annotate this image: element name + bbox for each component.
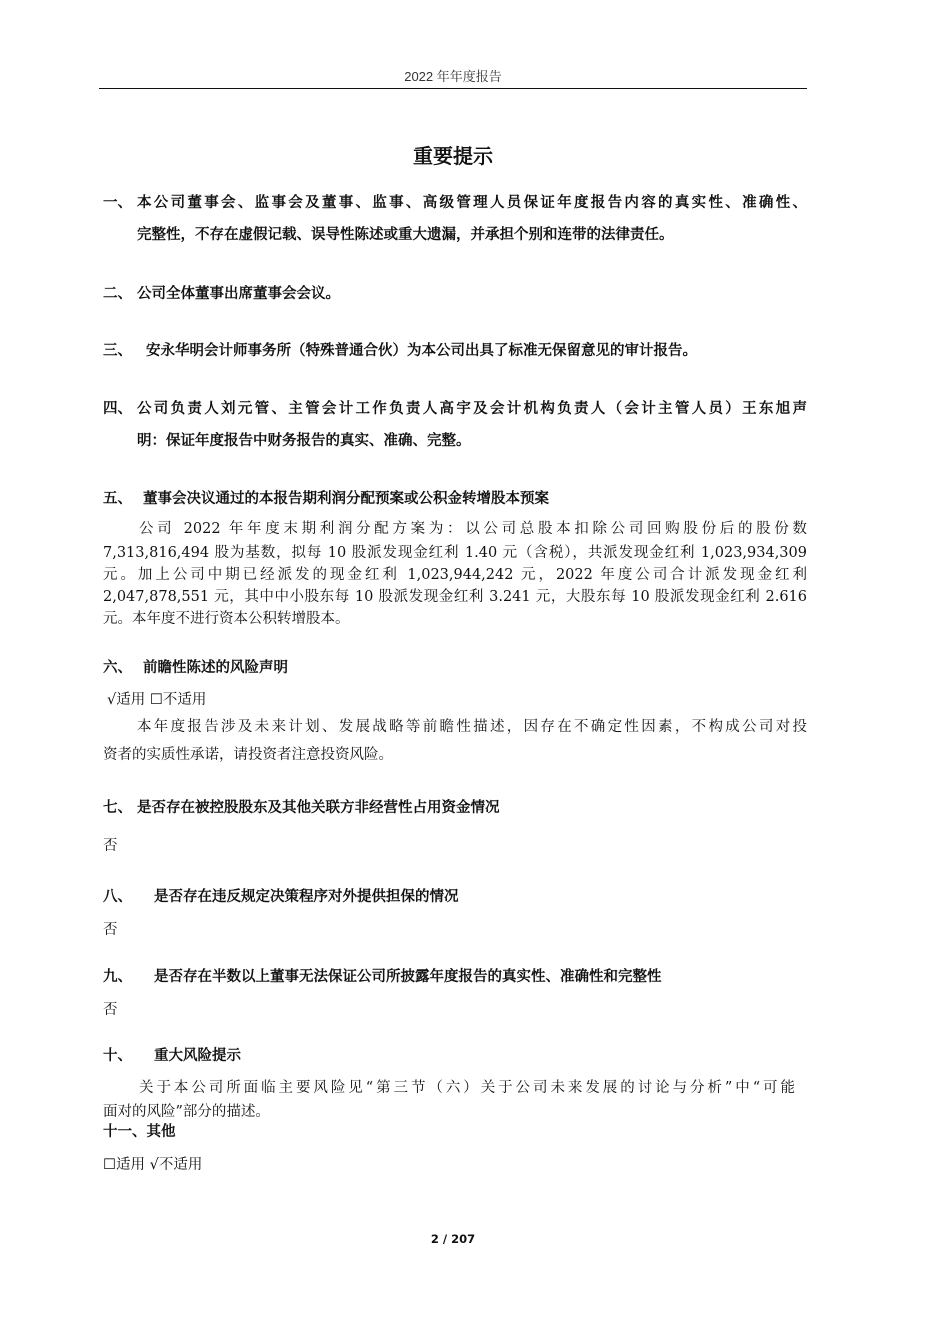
section-5-line-4: 2,047,878,551 元，其中中小股东每 10 股派发现金红利 3.241 元，大股东每 10 股派发现金红利 2.616 [103, 589, 807, 605]
page-title: 重要提示 [413, 144, 493, 168]
section-9-answer: 否 [103, 1002, 118, 1018]
section-11-title: 十一、其他 [103, 1124, 176, 1140]
section-6-line-2: 资者的实质性承诺，请投资者注意投资风险。 [103, 747, 393, 763]
section-2-number: 二、 [103, 286, 132, 302]
section-1-line-2: 完整性，不存在虚假记载、误导性陈述或重大遗漏，并承担个别和连带的法律责任。 [137, 227, 674, 243]
header-rule [99, 88, 807, 89]
section-5-line-5: 元。本年度不进行资本公积转增股本。 [103, 611, 350, 627]
section-5-number: 五、 [103, 491, 132, 507]
section-8-answer: 否 [103, 922, 118, 938]
section-4-line-1: 公司负责人刘元管、主管会计工作负责人高宇及会计机构负责人（会计主管人员）王东旭声 [137, 401, 807, 417]
section-10-line-1: 关于本公司所面临主要风险见“第三节（六）关于公司未来发展的讨论与分析”中“可能 [139, 1080, 795, 1096]
section-4-line-2: 明：保证年度报告中财务报告的真实、准确、完整。 [137, 433, 471, 449]
section-1-number: 一、 [103, 195, 132, 211]
section-3-number: 三、 [103, 343, 132, 359]
section-10-number: 十、 [103, 1048, 132, 1064]
section-9-title: 是否存在半数以上董事无法保证公司所披露年度报告的真实性、准确性和完整性 [154, 969, 662, 985]
section-11-options: ☐适用 √不适用 [103, 1157, 203, 1173]
section-3-text: 安永华明会计师事务所（特殊普通合伙）为本公司出具了标准无保留意见的审计报告。 [146, 343, 697, 359]
section-7-number: 七、 [103, 800, 132, 816]
section-7-title: 是否存在被控股股东及其他关联方非经营性占用资金情况 [137, 800, 500, 816]
section-6-title: 前瞻性陈述的风险声明 [143, 660, 288, 676]
section-2-text: 公司全体董事出席董事会会议。 [137, 286, 340, 302]
section-10-title: 重大风险提示 [154, 1048, 241, 1064]
section-6-number: 六、 [103, 660, 132, 676]
section-5-line-3: 元。加上公司中期已经派发的现金红利 1,023,944,242 元，2022 年度公司合计派发现金红利 [103, 567, 807, 583]
section-5-line-2: 7,313,816,494 股为基数，拟每 10 股派发现金红利 1.40 元（含税），共派发现金红利 1,023,934,309 [103, 545, 807, 561]
section-6-line-1: 本年度报告涉及未来计划、发展战略等前瞻性描述，因存在不确定性因素，不构成公司对投 [137, 719, 807, 735]
section-4-number: 四、 [103, 401, 132, 417]
page-number: 2 / 207 [430, 1232, 476, 1246]
section-5-line-1: 公司 2022 年年度末期利润分配方案为：以公司总股本扣除公司回购股份后的股份数 [139, 521, 807, 537]
section-10-line-2: 面对的风险”部分的描述。 [103, 1104, 270, 1120]
section-6-options: √适用 ☐不适用 [107, 692, 207, 708]
section-9-number: 九、 [103, 969, 132, 985]
section-5-title: 董事会决议通过的本报告期利润分配预案或公积金转增股本预案 [143, 491, 549, 507]
section-8-number: 八、 [103, 889, 132, 905]
running-header: 2022 年年度报告 [404, 69, 502, 84]
section-8-title: 是否存在违反规定决策程序对外提供担保的情况 [154, 889, 459, 905]
section-7-answer: 否 [103, 838, 118, 854]
section-1-line-1: 本公司董事会、监事会及董事、监事、高级管理人员保证年度报告内容的真实性、准确性、 [137, 195, 807, 211]
